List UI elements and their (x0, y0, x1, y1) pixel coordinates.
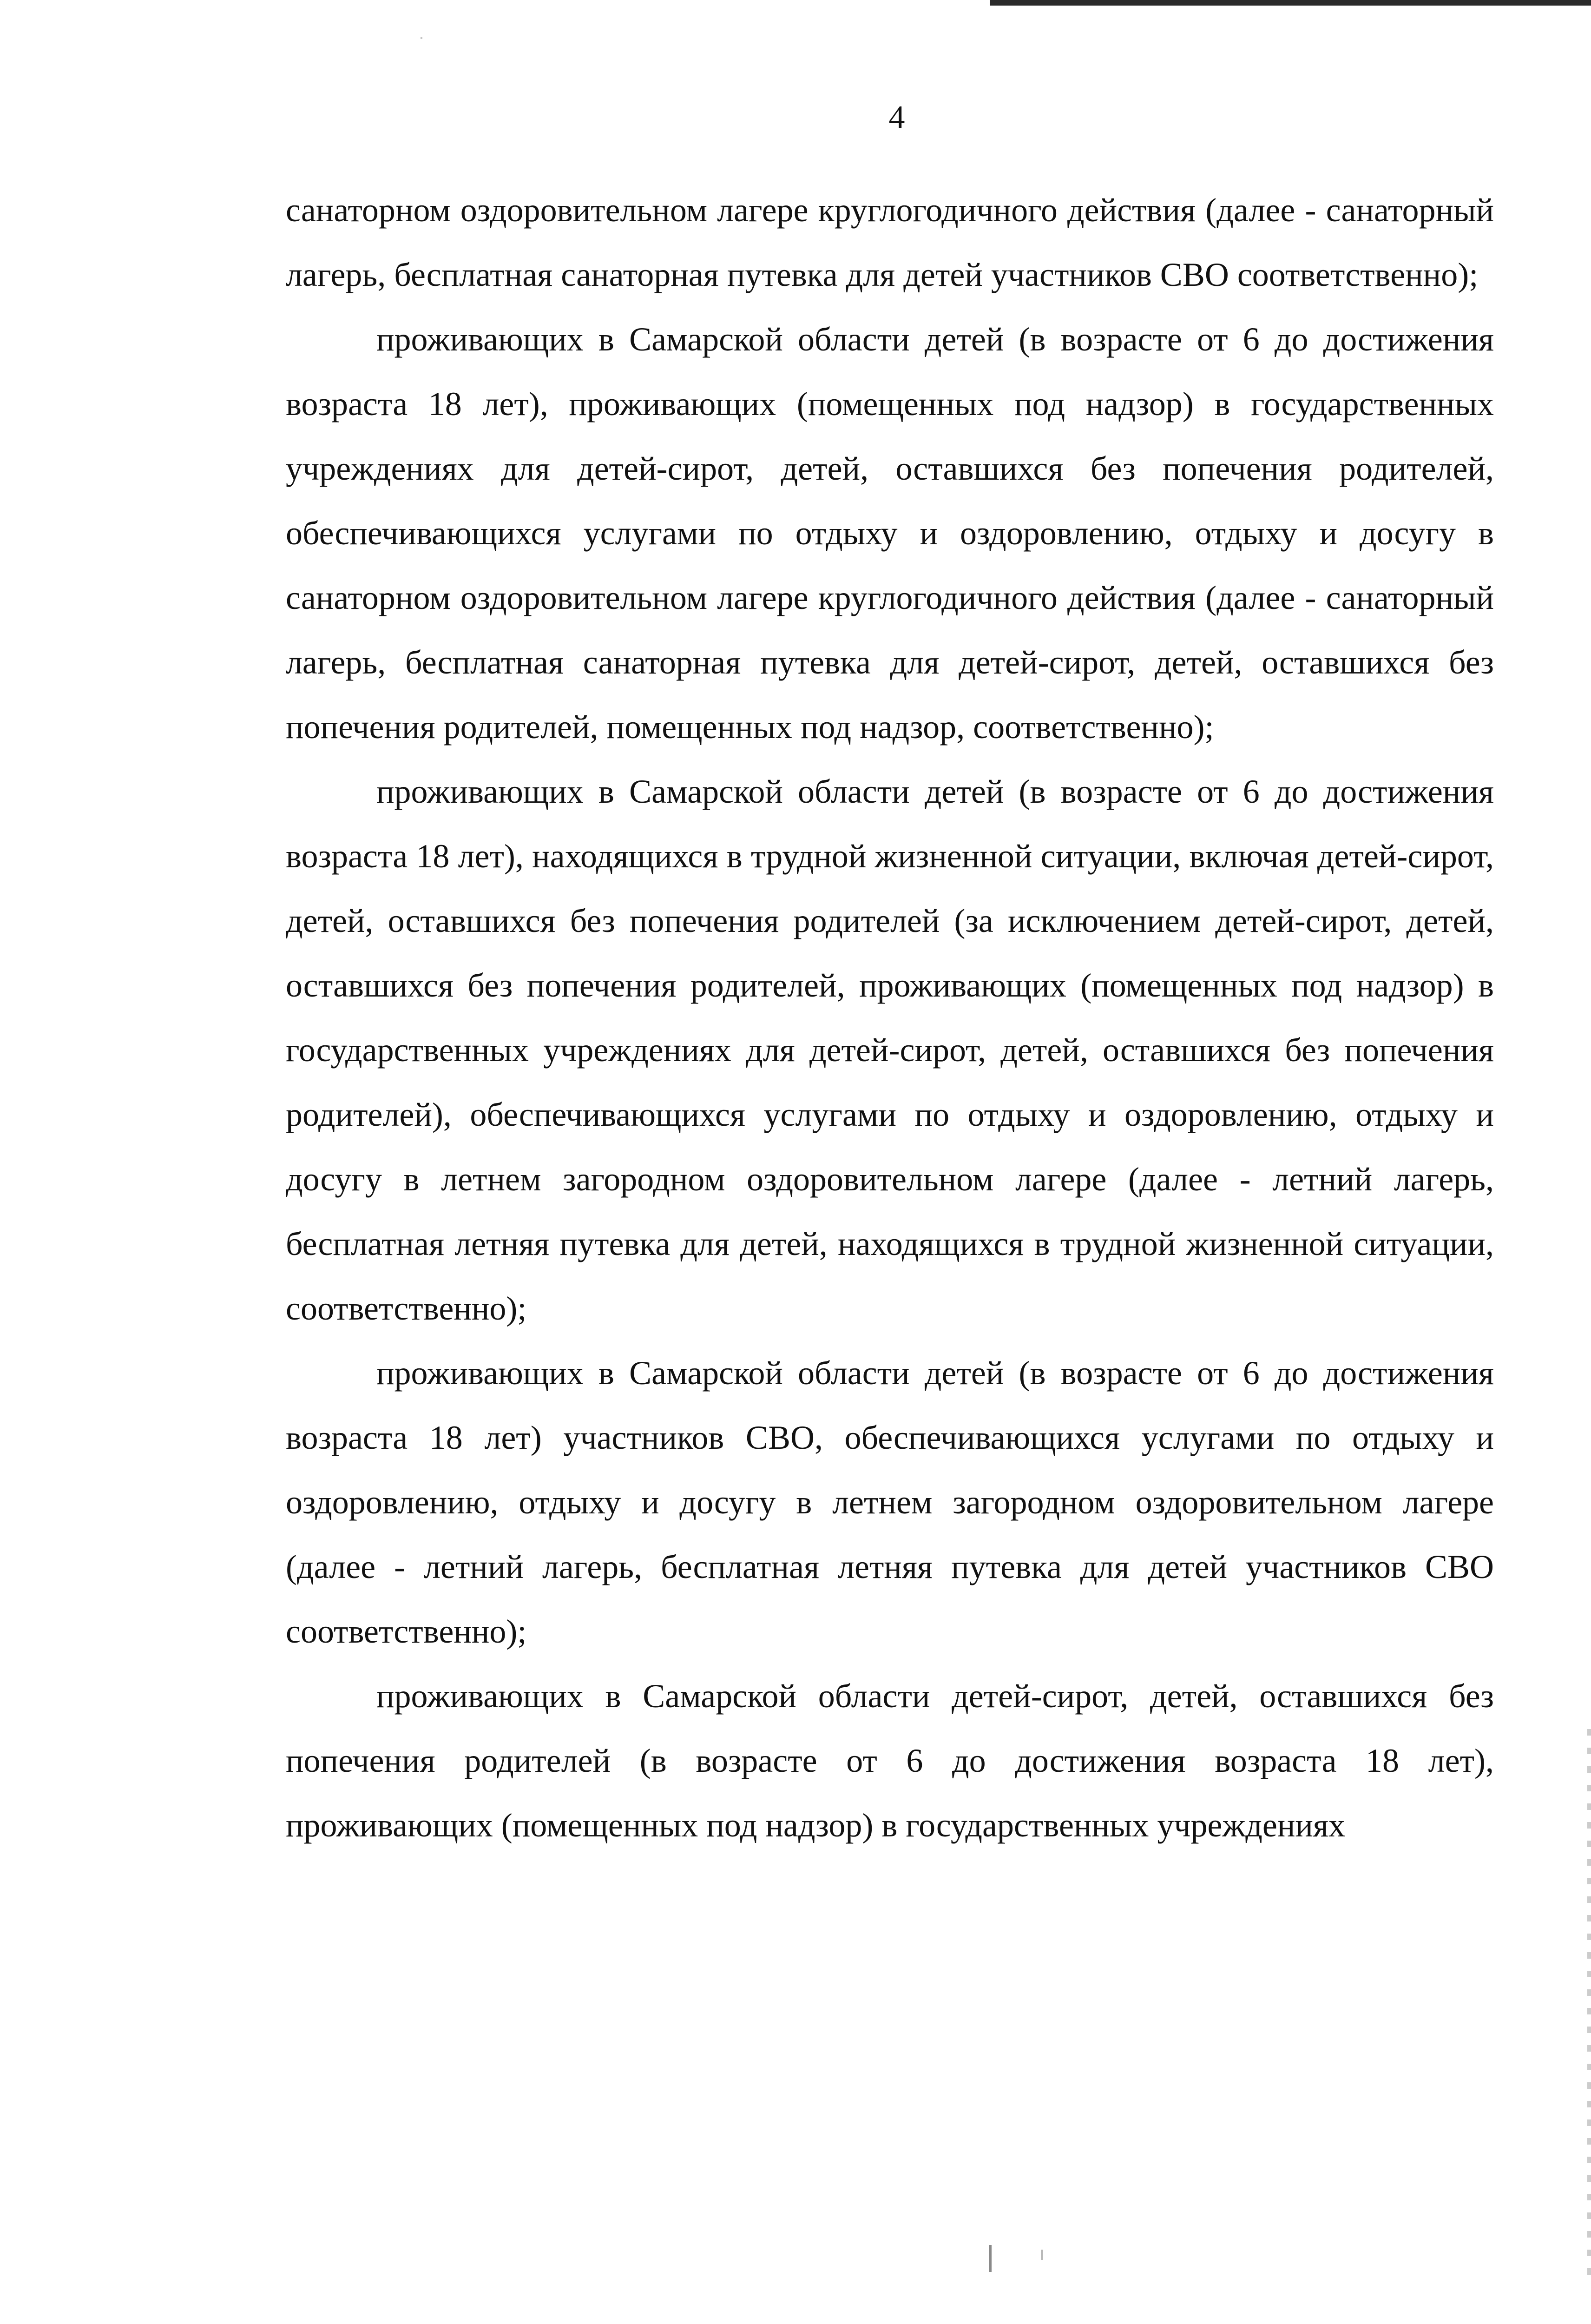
document-body (286, 178, 1494, 1858)
scan-top-edge (990, 0, 1591, 6)
scan-speck (421, 37, 422, 39)
paragraph: проживающих в Самарской области детей (в возрасте от 6 до достижения возраста 18 лет), находящихся в трудной жизненной ситуации, включая детей-сирот, детей, оставшихся без попечения родителей (за исключением детей-сирот, детей, оставшихся без попечения родителей, проживающих (помещенных под надзор) в государственных учреждениях для детей-сирот, детей, оставшихся без попечения родителей), обеспечивающихся услугами по отдыху и оздоровлению, отдыху и досугу в летнем загородном оздоровительном лагере (далее - летний лагерь, бесплатная летняя путевка для детей, находящихся в трудной жизненной ситуации, соответственно); (286, 773, 1494, 1327)
scan-right-edge (1587, 1729, 1591, 2287)
scan-speck (989, 2245, 992, 2272)
page-number: 4 (888, 99, 905, 135)
paragraph: санаторном оздоровительном лагере круглогодичного действия (далее - санаторный лагерь, бесплатная санаторная путевка для детей участников СВО соответственно); (286, 191, 1494, 293)
paragraph: проживающих в Самарской области детей-сирот, детей, оставшихся без попечения родителей (в возрасте от 6 до достижения возраста 18 лет), проживающих (помещенных под надзор) в государственных учреждениях (286, 1677, 1494, 1844)
paragraph: проживающих в Самарской области детей (в возрасте от 6 до достижения возраста 18 лет), проживающих (помещенных под надзор) в государственных учреждениях для детей-сирот, детей, оставшихся без попечения родителей, обеспечивающихся услугами по отдыху и оздоровлению, отдыху и досугу в санаторном оздоровительном лагере круглогодичного действия (далее - санаторный лагерь, бесплатная санаторная путевка для детей-сирот, детей, оставшихся без попечения родителей, помещенных под надзор, соответственно); (286, 321, 1494, 746)
paragraph: проживающих в Самарской области детей (в возрасте от 6 до достижения возраста 18 лет) участников СВО, обеспечивающихся услугами по отдыху и оздоровлению, отдыху и досугу в летнем загородном оздоровительном лагере (далее - летний лагерь, бесплатная летняя путевка для детей участников СВО соответственно); (286, 1354, 1494, 1650)
scan-speck (1041, 2250, 1043, 2260)
